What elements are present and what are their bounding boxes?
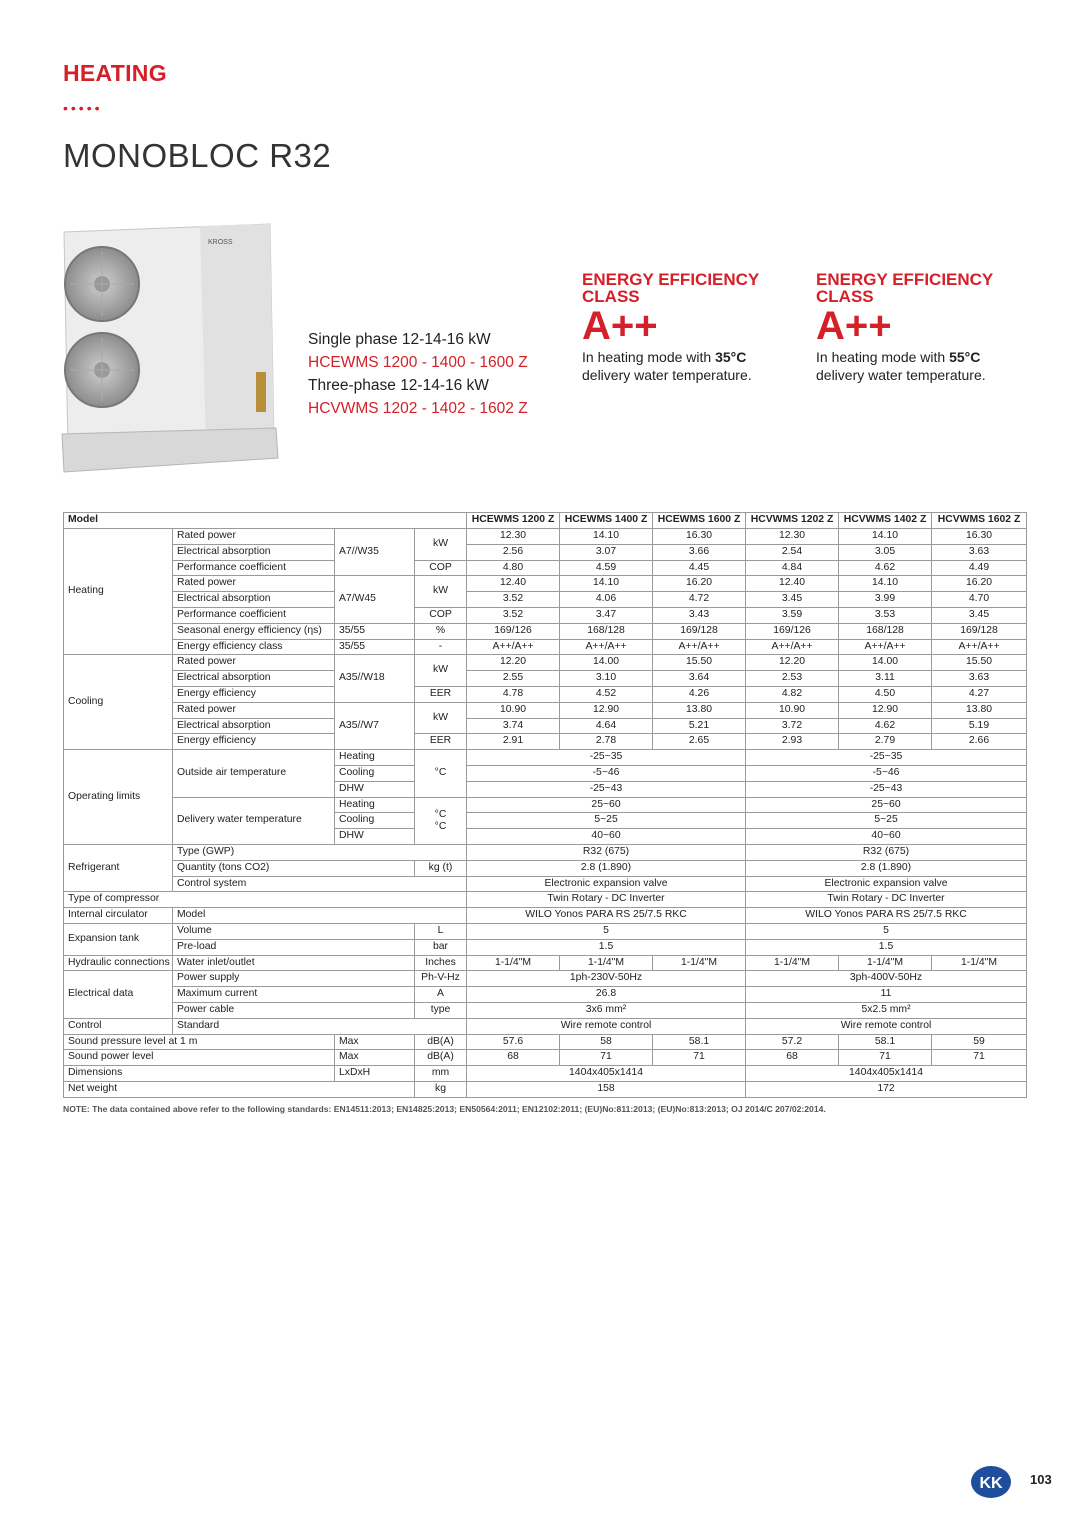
- value-cell: 169/126: [746, 623, 839, 639]
- table-row: [64, 844, 1027, 860]
- energy-title-1: ENERGY EFFICIENCY: [582, 270, 760, 289]
- value-cell: 2.55: [467, 671, 560, 687]
- table-row: [64, 923, 1027, 939]
- energy-desc: In heating mode with 55°C delivery water temperature.: [816, 349, 986, 383]
- spec-table: [63, 512, 1027, 1098]
- section-heading: HEATING: [63, 60, 167, 86]
- table-cell: Heating: [335, 750, 415, 766]
- table-row: [64, 987, 1027, 1003]
- table-row: [64, 544, 1027, 560]
- value-cell: 169/128: [932, 623, 1027, 639]
- group-label: Operating limits: [64, 750, 173, 845]
- table-cell: 3x6 mm²: [467, 1002, 746, 1018]
- value-cell: 3.63: [932, 544, 1027, 560]
- table-cell: Rated power: [173, 655, 335, 671]
- table-row: [64, 860, 1027, 876]
- table-row: [64, 734, 1027, 750]
- table-cell: kW: [415, 576, 467, 608]
- value-cell: 3.43: [653, 607, 746, 623]
- value-cell: 10.90: [467, 702, 560, 718]
- table-cell: DHW: [335, 829, 415, 845]
- value-cell: 4.26: [653, 686, 746, 702]
- value-cell: 71: [653, 1050, 746, 1066]
- model-header: HCVWMS 1402 Z: [839, 513, 932, 529]
- value-cell: 4.70: [932, 592, 1027, 608]
- value-cell: 58.1: [839, 1034, 932, 1050]
- table-cell: Delivery water temperature: [173, 797, 335, 844]
- value-cell: 4.82: [746, 686, 839, 702]
- table-cell: kW: [415, 655, 467, 687]
- table-row: [64, 750, 1027, 766]
- value-cell: 4.52: [560, 686, 653, 702]
- table-cell: COP: [415, 607, 467, 623]
- table-cell: -: [415, 639, 467, 655]
- value-cell: 1-1/4"M: [746, 955, 839, 971]
- value-cell: 3.52: [467, 592, 560, 608]
- logo-text: KK: [979, 1475, 1003, 1492]
- value-cell: 5.19: [932, 718, 1027, 734]
- group-label: Sound pressure level at 1 m: [64, 1034, 335, 1050]
- value-cell: 4.50: [839, 686, 932, 702]
- table-cell: A: [415, 987, 467, 1003]
- value-cell: 58.1: [653, 1034, 746, 1050]
- table-row: [64, 1066, 1027, 1082]
- heat-pump-image: [60, 222, 280, 474]
- table-cell: Power supply: [173, 971, 415, 987]
- value-cell: 3.59: [746, 607, 839, 623]
- group-label: Electrical data: [64, 971, 173, 1018]
- table-cell: Twin Rotary - DC Inverter: [746, 892, 1027, 908]
- value-cell: A++/A++: [560, 639, 653, 655]
- energy-temp: 55°C: [949, 349, 981, 365]
- value-cell: 3.64: [653, 671, 746, 687]
- table-row: [64, 513, 1027, 529]
- table-cell: Power cable: [173, 1002, 415, 1018]
- subtitle-line-2: HCEWMS 1200 - 1400 - 1600 Z: [308, 354, 528, 371]
- value-cell: 3.47: [560, 607, 653, 623]
- value-cell: 4.49: [932, 560, 1027, 576]
- table-cell: Water inlet/outlet: [173, 955, 415, 971]
- table-row: [64, 607, 1027, 623]
- table-cell: 35/55: [335, 639, 415, 655]
- table-row: [64, 797, 1027, 813]
- group-label: Heating: [64, 529, 173, 655]
- table-cell: A35//W18: [335, 655, 415, 702]
- table-cell: Cooling: [335, 765, 415, 781]
- value-cell: 71: [560, 1050, 653, 1066]
- value-cell: 59: [932, 1034, 1027, 1050]
- table-row: [64, 529, 1027, 545]
- kk-logo: [969, 1464, 1013, 1500]
- table-cell: COP: [415, 560, 467, 576]
- table-row: [64, 1034, 1027, 1050]
- table-cell: R32 (675): [467, 844, 746, 860]
- value-cell: 1-1/4"M: [467, 955, 560, 971]
- table-cell: Maximum current: [173, 987, 415, 1003]
- table-cell: Volume: [173, 923, 415, 939]
- value-cell: 3.11: [839, 671, 932, 687]
- product-subtitle: [308, 328, 528, 420]
- value-cell: A++/A++: [653, 639, 746, 655]
- table-cell: Energy efficiency: [173, 734, 335, 750]
- table-row: [64, 576, 1027, 592]
- value-cell: 3.74: [467, 718, 560, 734]
- subtitle-line-1: Single phase 12-14-16 kW: [308, 331, 491, 348]
- table-cell: -25~43: [746, 781, 1027, 797]
- value-cell: 14.00: [839, 655, 932, 671]
- table-row: [64, 971, 1027, 987]
- table-cell: Ph-V-Hz: [415, 971, 467, 987]
- table-cell: Quantity (tons CO2): [173, 860, 415, 876]
- value-cell: 58: [560, 1034, 653, 1050]
- table-cell: Performance coefficient: [173, 560, 335, 576]
- value-cell: 71: [839, 1050, 932, 1066]
- subtitle-line-4: HCVWMS 1202 - 1402 - 1602 Z: [308, 400, 528, 417]
- table-cell: Electrical absorption: [173, 544, 335, 560]
- table-cell: Rated power: [173, 529, 335, 545]
- table-cell: 172: [746, 1081, 1027, 1097]
- value-cell: A++/A++: [932, 639, 1027, 655]
- table-cell: 2.8 (1.890): [467, 860, 746, 876]
- table-cell: Electronic expansion valve: [746, 876, 1027, 892]
- table-cell: DHW: [335, 781, 415, 797]
- group-label: Hydraulic connections: [64, 955, 173, 971]
- value-cell: 3.63: [932, 671, 1027, 687]
- group-label: Control: [64, 1018, 173, 1034]
- table-cell: 40~60: [746, 829, 1027, 845]
- value-cell: 3.53: [839, 607, 932, 623]
- value-cell: 14.10: [839, 576, 932, 592]
- value-cell: 168/128: [839, 623, 932, 639]
- table-cell: 5~25: [746, 813, 1027, 829]
- table-cell: Seasonal energy efficiency (ηs): [173, 623, 335, 639]
- table-cell: 5x2.5 mm²: [746, 1002, 1027, 1018]
- table-cell: WILO Yonos PARA RS 25/7.5 RKC: [467, 908, 746, 924]
- value-cell: 4.45: [653, 560, 746, 576]
- table-cell: dB(A): [415, 1034, 467, 1050]
- table-cell: 1.5: [746, 939, 1027, 955]
- product-brand-label: KROSS: [208, 239, 233, 246]
- table-cell: Electrical absorption: [173, 718, 335, 734]
- energy-class-55: [816, 271, 1031, 384]
- standards-note: NOTE: The data contained above refer to the following standards: EN14511:2013; EN14825:2013; EN50564:2011; EN12102:2011; (EU)No:811:2013; (EU)No:813:2013; OJ 2014/C 207/02:2014.: [63, 1104, 826, 1114]
- table-cell: Electrical absorption: [173, 592, 335, 608]
- value-cell: 15.50: [653, 655, 746, 671]
- table-cell: 1404x405x1414: [467, 1066, 746, 1082]
- group-label: Cooling: [64, 655, 173, 750]
- section-dots: •••••: [63, 100, 103, 116]
- energy-class-value: A++: [582, 304, 658, 348]
- value-cell: 12.30: [746, 529, 839, 545]
- value-cell: 1-1/4"M: [839, 955, 932, 971]
- table-cell: 3ph-400V-50Hz: [746, 971, 1027, 987]
- value-cell: A++/A++: [467, 639, 560, 655]
- value-cell: 4.84: [746, 560, 839, 576]
- table-cell: Rated power: [173, 576, 335, 592]
- table-cell: 158: [467, 1081, 746, 1097]
- group-label: Internal circulator: [64, 908, 173, 924]
- value-cell: 2.54: [746, 544, 839, 560]
- unit-line-2: °C: [434, 820, 447, 832]
- table-cell: 1ph-230V-50Hz: [467, 971, 746, 987]
- value-cell: 2.56: [467, 544, 560, 560]
- value-cell: 57.6: [467, 1034, 560, 1050]
- table-cell: Wire remote control: [467, 1018, 746, 1034]
- value-cell: 2.65: [653, 734, 746, 750]
- value-cell: 14.10: [560, 529, 653, 545]
- table-cell: 11: [746, 987, 1027, 1003]
- table-cell: A35//W7: [335, 702, 415, 749]
- value-cell: 3.99: [839, 592, 932, 608]
- table-row: [64, 876, 1027, 892]
- table-cell: %: [415, 623, 467, 639]
- table-cell: Type (GWP): [173, 844, 467, 860]
- table-cell: dB(A): [415, 1050, 467, 1066]
- table-cell: 1.5: [467, 939, 746, 955]
- table-row: [64, 1018, 1027, 1034]
- value-cell: 3.72: [746, 718, 839, 734]
- unit-line-1: °C: [434, 808, 447, 820]
- table-cell: 40~60: [467, 829, 746, 845]
- table-cell: Performance coefficient: [173, 607, 335, 623]
- table-row: [64, 892, 1027, 908]
- group-label: Type of compressor: [64, 892, 467, 908]
- value-cell: 16.30: [932, 529, 1027, 545]
- table-cell: type: [415, 1002, 467, 1018]
- table-cell: 1404x405x1414: [746, 1066, 1027, 1082]
- value-cell: 13.80: [932, 702, 1027, 718]
- value-cell: 4.62: [839, 718, 932, 734]
- table-row: [64, 592, 1027, 608]
- value-cell: 4.62: [839, 560, 932, 576]
- table-row: [64, 686, 1027, 702]
- table-cell: Energy efficiency: [173, 686, 335, 702]
- value-cell: 2.78: [560, 734, 653, 750]
- table-cell: EER: [415, 686, 467, 702]
- value-cell: 16.20: [932, 576, 1027, 592]
- energy-desc: In heating mode with 35°C delivery water temperature.: [582, 349, 752, 383]
- value-cell: 12.40: [746, 576, 839, 592]
- value-cell: 169/126: [467, 623, 560, 639]
- table-cell: mm: [415, 1066, 467, 1082]
- value-cell: 3.45: [932, 607, 1027, 623]
- value-cell: 3.07: [560, 544, 653, 560]
- energy-title-1: ENERGY EFFICIENCY: [816, 270, 994, 289]
- value-cell: 168/128: [560, 623, 653, 639]
- value-cell: 2.93: [746, 734, 839, 750]
- group-label: Dimensions: [64, 1066, 335, 1082]
- value-cell: A++/A++: [839, 639, 932, 655]
- table-row: [64, 702, 1027, 718]
- value-cell: 14.10: [560, 576, 653, 592]
- value-cell: 15.50: [932, 655, 1027, 671]
- value-cell: 2.91: [467, 734, 560, 750]
- value-cell: 13.80: [653, 702, 746, 718]
- table-row: [64, 639, 1027, 655]
- subtitle-line-3: Three-phase 12-14-16 kW: [308, 377, 489, 394]
- value-cell: 5.21: [653, 718, 746, 734]
- table-cell: Wire remote control: [746, 1018, 1027, 1034]
- unit-cell: [415, 797, 467, 844]
- table-cell: 25~60: [746, 797, 1027, 813]
- value-cell: 57.2: [746, 1034, 839, 1050]
- value-cell: 4.06: [560, 592, 653, 608]
- value-cell: 3.66: [653, 544, 746, 560]
- value-cell: 1-1/4"M: [932, 955, 1027, 971]
- table-row: [64, 1081, 1027, 1097]
- value-cell: 10.90: [746, 702, 839, 718]
- table-cell: Outside air temperature: [173, 750, 335, 797]
- table-cell: A7/W45: [335, 576, 415, 623]
- energy-temp: 35°C: [715, 349, 747, 365]
- table-row: [64, 1002, 1027, 1018]
- table-cell: °C: [415, 750, 467, 797]
- value-cell: 3.52: [467, 607, 560, 623]
- table-cell: Twin Rotary - DC Inverter: [467, 892, 746, 908]
- value-cell: 4.64: [560, 718, 653, 734]
- table-cell: -5~46: [467, 765, 746, 781]
- value-cell: 12.30: [467, 529, 560, 545]
- energy-title-2: CLASS: [582, 287, 640, 306]
- table-row: [64, 655, 1027, 671]
- page-title: MONOBLOC R32: [63, 137, 332, 174]
- value-cell: 4.78: [467, 686, 560, 702]
- table-cell: Electrical absorption: [173, 671, 335, 687]
- value-cell: 2.53: [746, 671, 839, 687]
- table-cell: Max: [335, 1034, 415, 1050]
- energy-class-35: [582, 271, 797, 384]
- energy-class-value: A++: [816, 304, 892, 348]
- table-cell: Energy efficiency class: [173, 639, 335, 655]
- table-cell: Standard: [173, 1018, 467, 1034]
- table-cell: bar: [415, 939, 467, 955]
- table-row: [64, 560, 1027, 576]
- value-cell: 4.80: [467, 560, 560, 576]
- group-label: Net weight: [64, 1081, 415, 1097]
- value-cell: 3.05: [839, 544, 932, 560]
- table-cell: -25~35: [467, 750, 746, 766]
- value-cell: 12.20: [467, 655, 560, 671]
- table-cell: 26.8: [467, 987, 746, 1003]
- table-cell: -25~35: [746, 750, 1027, 766]
- table-row: [64, 908, 1027, 924]
- value-cell: 14.00: [560, 655, 653, 671]
- value-cell: 4.59: [560, 560, 653, 576]
- group-label: Expansion tank: [64, 923, 173, 955]
- value-cell: 12.20: [746, 655, 839, 671]
- value-cell: 71: [932, 1050, 1027, 1066]
- value-cell: 1-1/4"M: [560, 955, 653, 971]
- table-cell: Model: [173, 908, 467, 924]
- table-cell: 35/55: [335, 623, 415, 639]
- table-cell: L: [415, 923, 467, 939]
- value-cell: 2.66: [932, 734, 1027, 750]
- table-cell: 5: [746, 923, 1027, 939]
- group-label: Sound power level: [64, 1050, 335, 1066]
- value-cell: 169/128: [653, 623, 746, 639]
- model-header: HCVWMS 1202 Z: [746, 513, 839, 529]
- header-cell: Model: [64, 513, 467, 529]
- value-cell: 2.79: [839, 734, 932, 750]
- table-cell: Control system: [173, 876, 467, 892]
- table-cell: kg (t): [415, 860, 467, 876]
- table-row: [64, 1050, 1027, 1066]
- value-cell: 3.10: [560, 671, 653, 687]
- table-cell: 5~25: [467, 813, 746, 829]
- table-cell: R32 (675): [746, 844, 1027, 860]
- table-cell: -25~43: [467, 781, 746, 797]
- table-cell: EER: [415, 734, 467, 750]
- table-cell: WILO Yonos PARA RS 25/7.5 RKC: [746, 908, 1027, 924]
- value-cell: 12.90: [560, 702, 653, 718]
- group-label: Refrigerant: [64, 844, 173, 891]
- table-row: [64, 955, 1027, 971]
- model-header: HCEWMS 1400 Z: [560, 513, 653, 529]
- value-cell: 16.20: [653, 576, 746, 592]
- value-cell: 14.10: [839, 529, 932, 545]
- table-cell: 5: [467, 923, 746, 939]
- table-cell: kg: [415, 1081, 467, 1097]
- value-cell: 16.30: [653, 529, 746, 545]
- value-cell: 68: [467, 1050, 560, 1066]
- table-cell: kW: [415, 529, 467, 561]
- value-cell: 3.45: [746, 592, 839, 608]
- table-row: [64, 718, 1027, 734]
- table-row: [64, 623, 1027, 639]
- table-cell: Inches: [415, 955, 467, 971]
- table-cell: Cooling: [335, 813, 415, 829]
- value-cell: A++/A++: [746, 639, 839, 655]
- value-cell: 1-1/4"M: [653, 955, 746, 971]
- table-cell: -5~46: [746, 765, 1027, 781]
- table-cell: Electronic expansion valve: [467, 876, 746, 892]
- value-cell: 12.40: [467, 576, 560, 592]
- table-cell: Max: [335, 1050, 415, 1066]
- value-cell: 12.90: [839, 702, 932, 718]
- energy-title-2: CLASS: [816, 287, 874, 306]
- page-number: 103: [1030, 1472, 1052, 1487]
- model-header: HCEWMS 1600 Z: [653, 513, 746, 529]
- table-row: [64, 939, 1027, 955]
- table-cell: Heating: [335, 797, 415, 813]
- table-cell: Pre-load: [173, 939, 415, 955]
- table-cell: kW: [415, 702, 467, 734]
- value-cell: 4.27: [932, 686, 1027, 702]
- table-cell: 2.8 (1.890): [746, 860, 1027, 876]
- table-cell: LxDxH: [335, 1066, 415, 1082]
- value-cell: 68: [746, 1050, 839, 1066]
- table-cell: Rated power: [173, 702, 335, 718]
- table-row: [64, 671, 1027, 687]
- value-cell: 4.72: [653, 592, 746, 608]
- model-header: HCVWMS 1602 Z: [932, 513, 1027, 529]
- table-cell: 25~60: [467, 797, 746, 813]
- model-header: HCEWMS 1200 Z: [467, 513, 560, 529]
- table-cell: A7//W35: [335, 529, 415, 576]
